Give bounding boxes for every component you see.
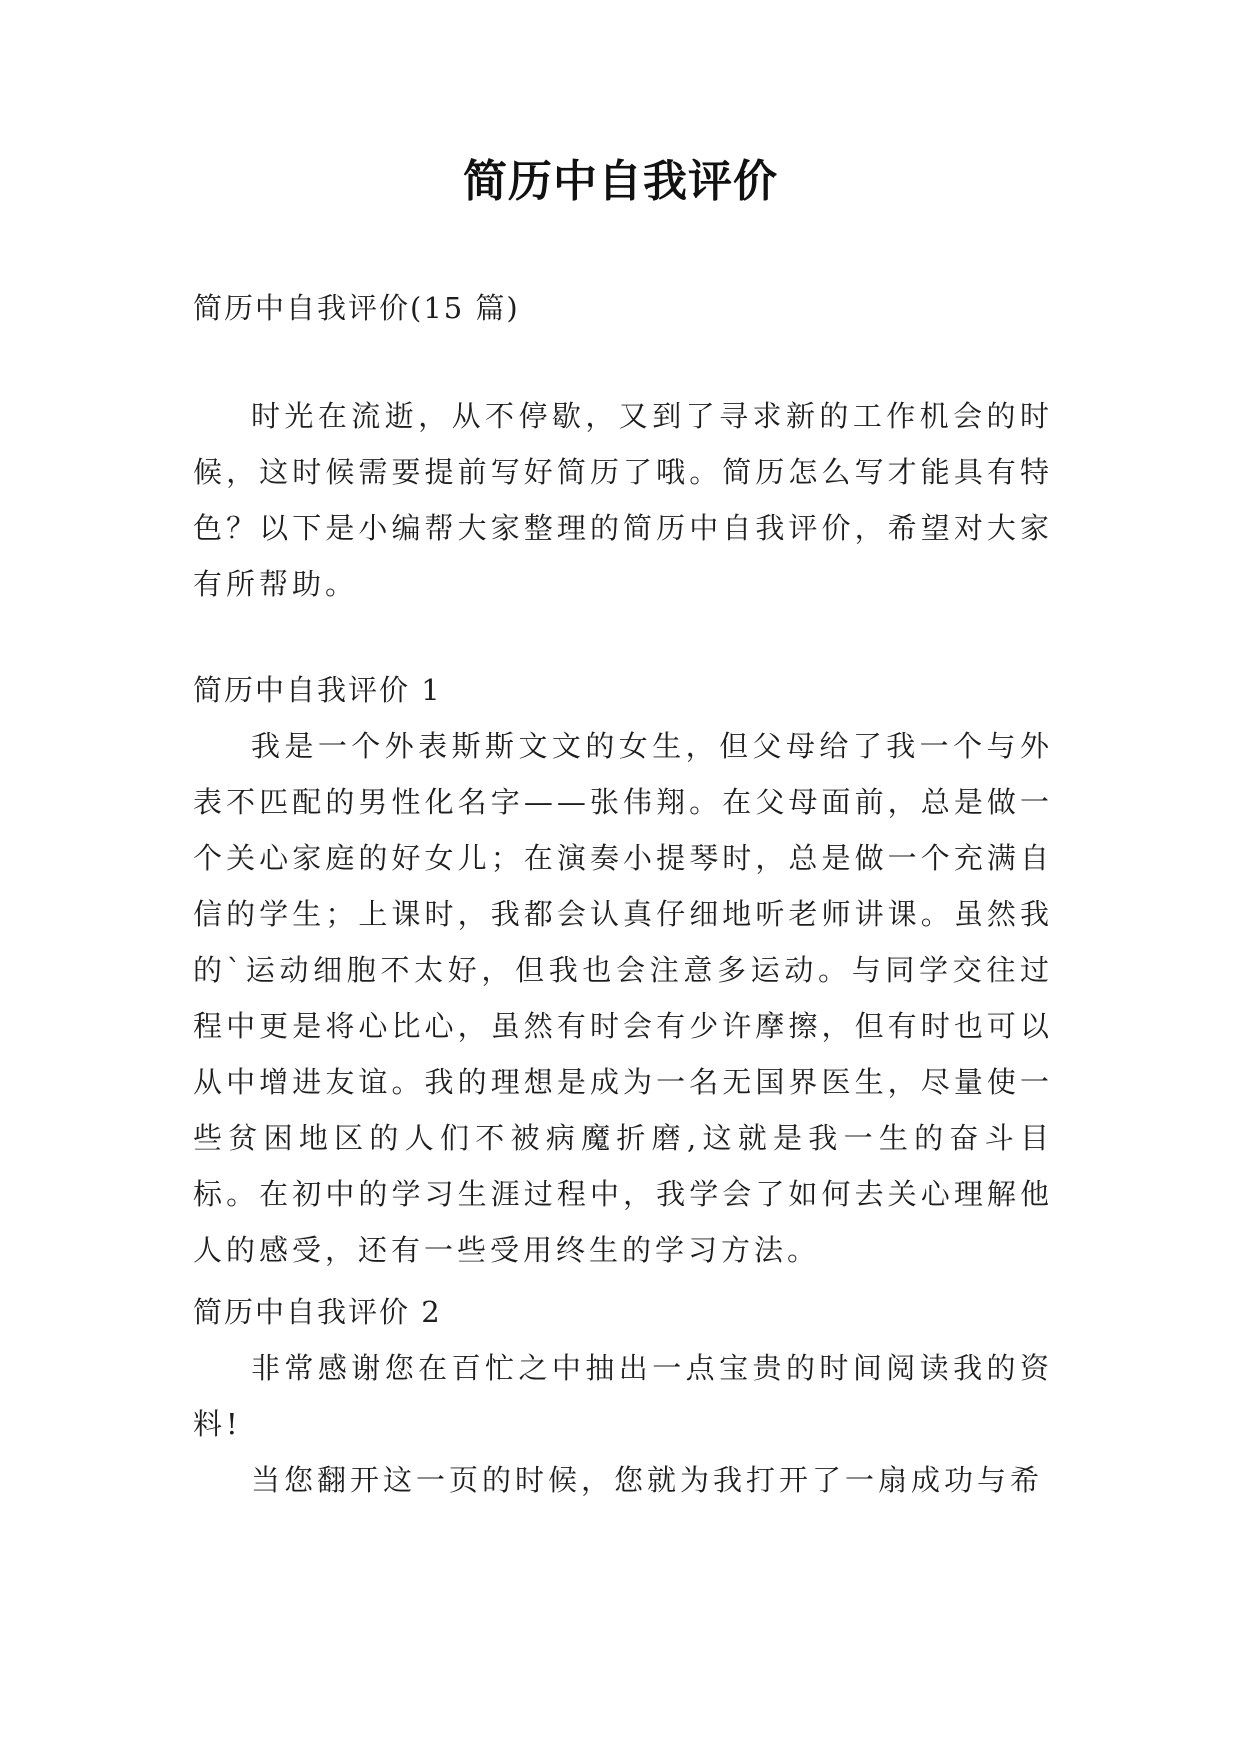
- section-1-paragraph-1: 我是一个外表斯斯文文的女生，但父母给了我一个与外表不匹配的男性化名字——张伟翔。在父母面前，总是做一个关心家庭的好女儿；在演奏小提琴时，总是做一个充满自信的学生；上课时，我都会认真仔细地听老师讲课。虽然我的`运动细胞不太好，但我也会注意多运动。与同学交往过程中更是将心比心，虽然有时会有少许摩擦，但有时也可以从中增进友谊。我的理想是成为一名无国界医生，尽量使一些贫困地区的人们不被病魔折磨,这就是我一生的奋斗目标。在初中的学习生涯过程中，我学会了如何去关心理解他人的感受，还有一些受用终生的学习方法。: [193, 729, 1053, 1267]
- section-heading-2: 简历中自我评价 2: [193, 1295, 442, 1329]
- section-2-paragraph-1: 非常感谢您在百忙之中抽出一点宝贵的时间阅读我的资料!: [193, 1351, 1053, 1441]
- page-title: 简历中自我评价: [463, 156, 778, 207]
- document-body: [193, 280, 1053, 1508]
- section-2-paragraph-2: 当您翻开这一页的时候，您就为我打开了一扇成功与希: [251, 1463, 1044, 1497]
- document-subtitle: 简历中自我评价(15 篇): [193, 291, 520, 325]
- section-heading-1: 简历中自我评价 1: [193, 673, 442, 707]
- intro-paragraph: 时光在流逝，从不停歇，又到了寻求新的工作机会的时候，这时候需要提前写好简历了哦。简历怎么写才能具有特色？以下是小编帮大家整理的简历中自我评价，希望对大家有所帮助。: [193, 399, 1053, 601]
